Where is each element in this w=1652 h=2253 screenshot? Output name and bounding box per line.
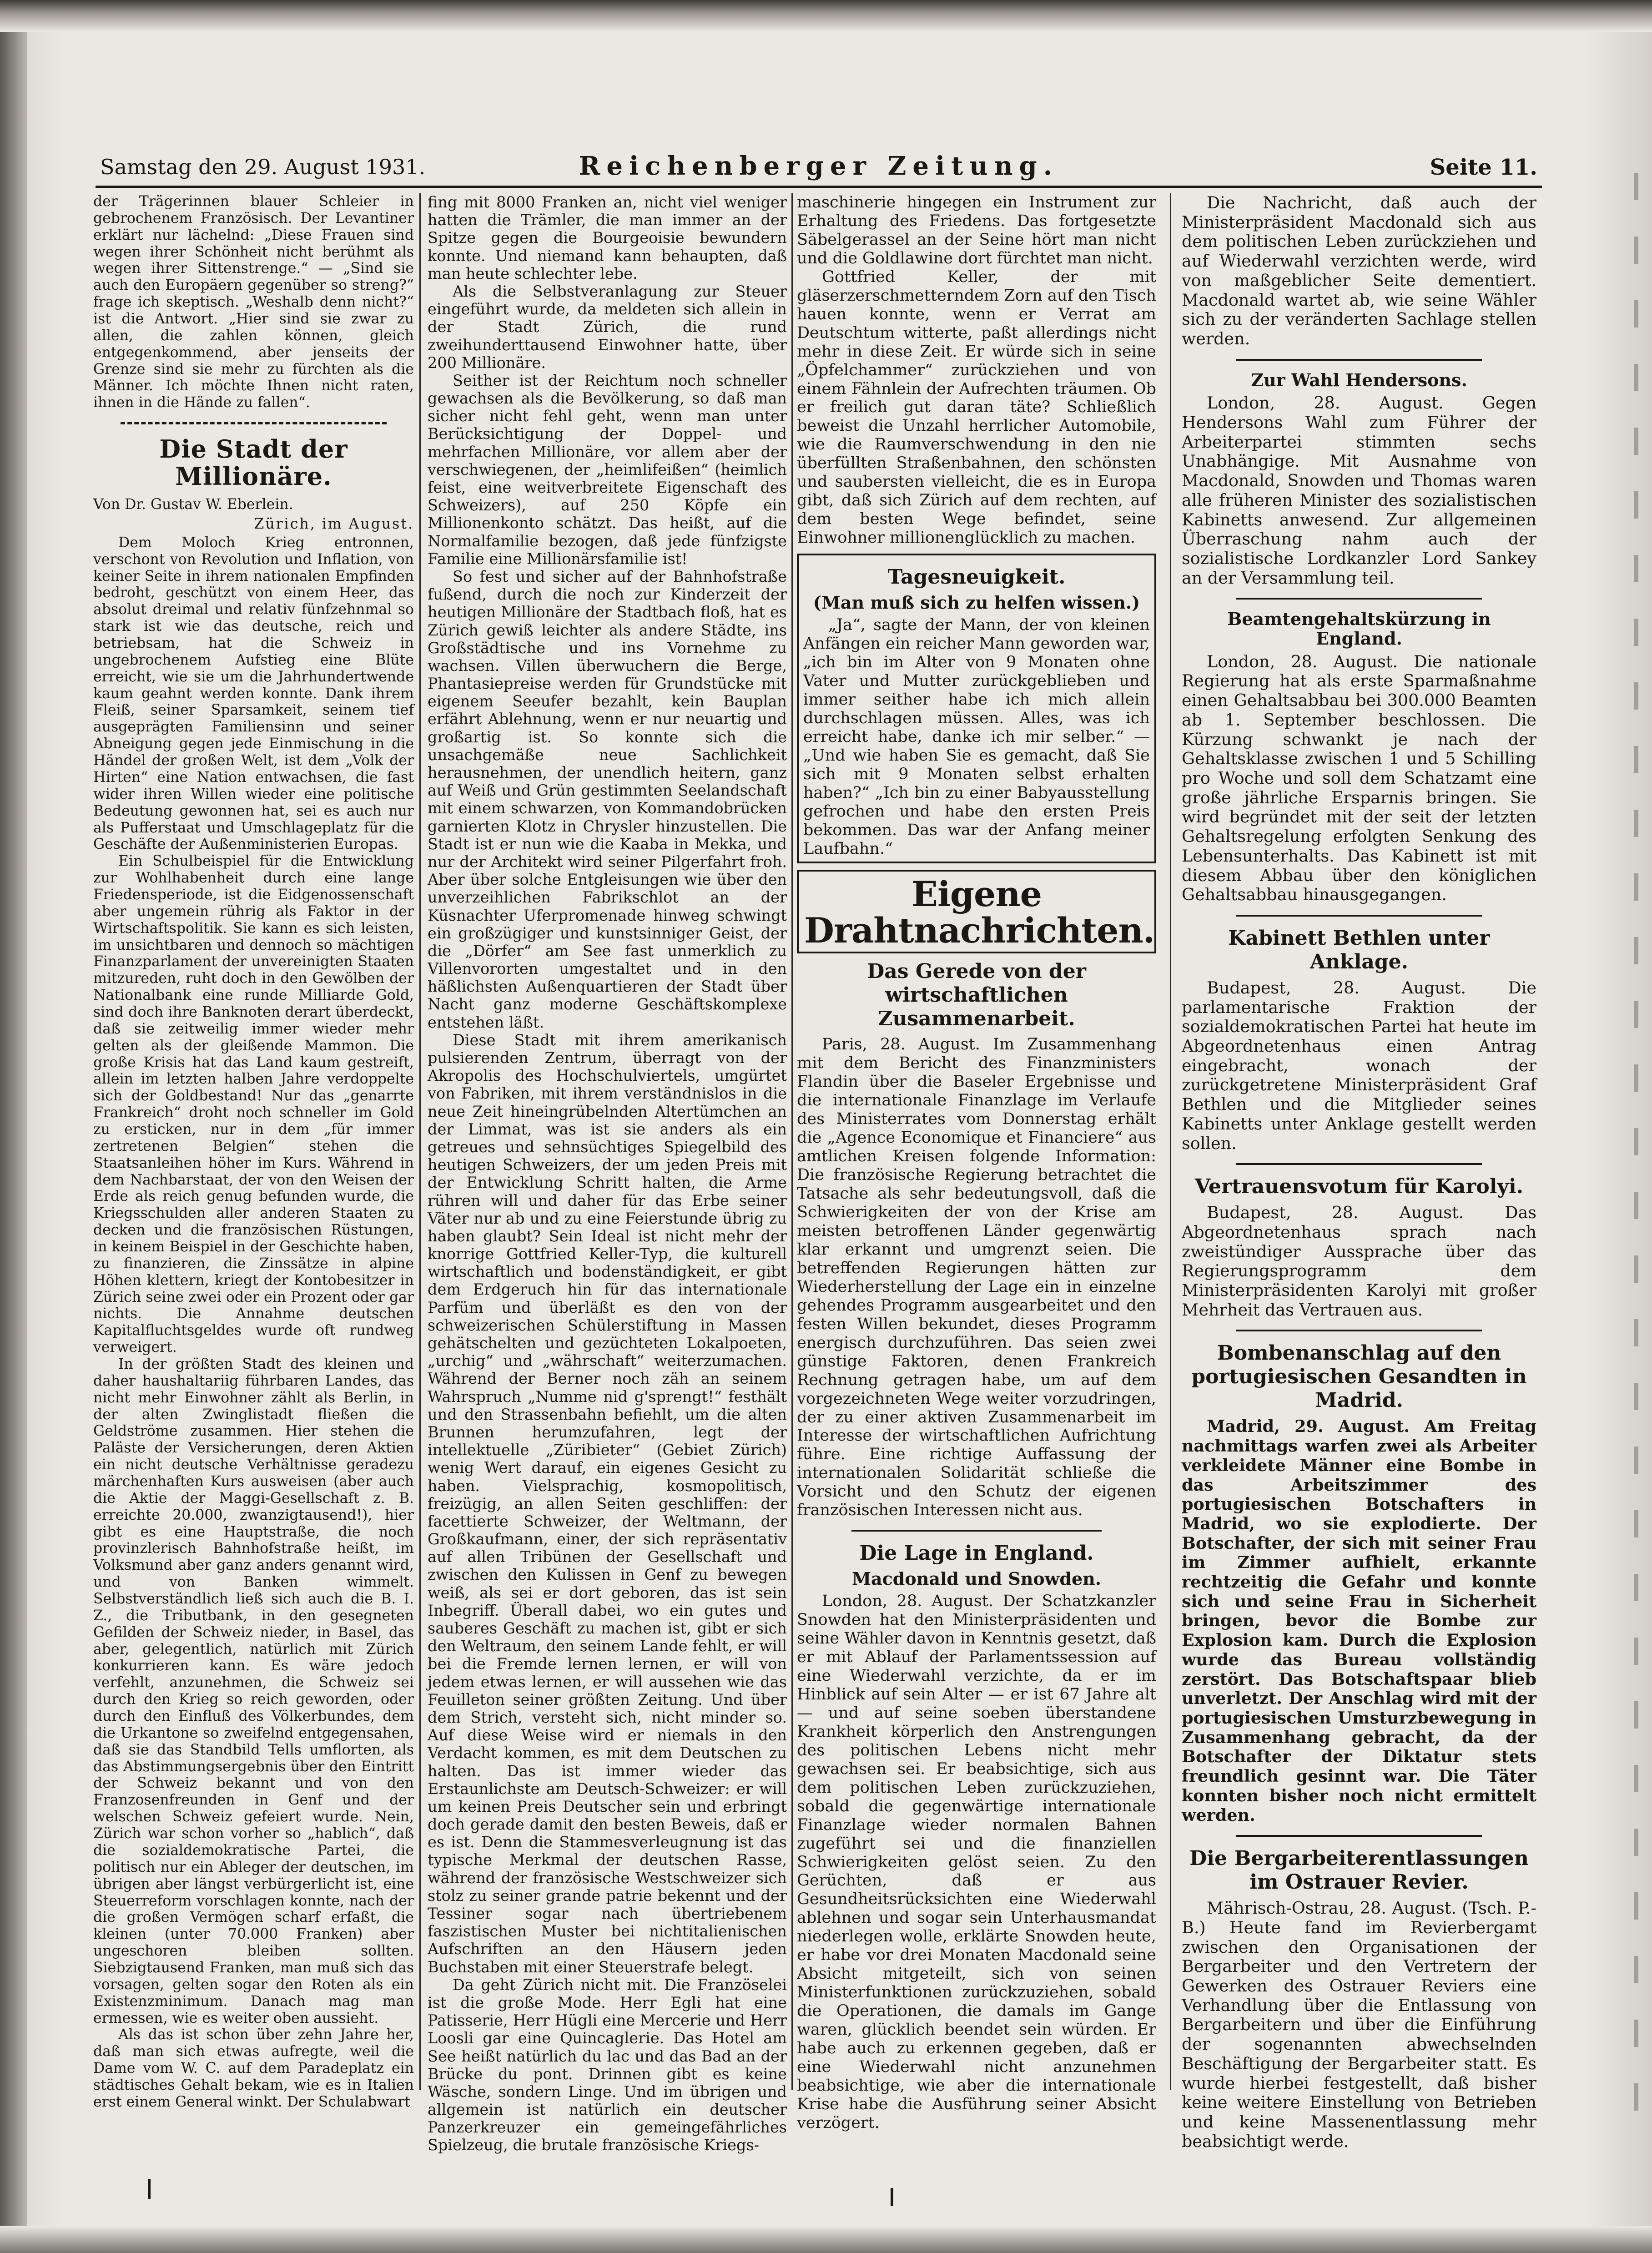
print-mark — [148, 2179, 151, 2199]
article-paragraph: London, 28. August. Die nationale Regierung hat als erste Sparmaßnahme einen Gehaltsabbau bei 300.000 Beamten ab 1. September beschlossen. Die Kürzung schwankt je nach der Gehaltsklasse zwischen 1 und 5 Schilling pro Woche und soll dem Schatzamt eine große jährliche Ersparnis bringen. Sie wird begründet mit der seit der letzten Gehaltsregelung erfolgten Senkung des Lebensunterhalts. Das Kabinett ist mit diesem Abbau über den königlichen Gehaltsabbau hinausgegangen. — [1182, 651, 1536, 905]
article-paragraph: Paris, 28. August. Im Zusammenhang mit dem Bericht des Finanzministers Flandin über die Baseler Ergebnisse und die internationale Finanzlage im Verlaufe des Ministerrates vom Donnerstag erhält die „Agence Economique et Financiere“ aus amtlichen Kreisen folgende Information: Die französische Regierung betrachtet die Tatsache als sehr bedeutungsvoll, daß die Schwierigkeiten der von der Krise am meisten betroffenen Länder gegenwärtig klar erkannt und umgrenzt seien. Die betreffenden Regierungen hätten zur Wiederherstellung der Lage ein in einzelne gehendes Programm ausgearbeitet und den festen Willen bekundet, dieses Programm energisch durchzuführen. Das seien zwei günstige Faktoren, denen Frankreich Rechnung getragen habe, um auf dem vorgezeichneten Wege weiter vorzudringen, der zu einer aktiven Zusammenarbeit im Interesse der wirtschaftlichen Aufrichtung führe. Eine richtige Auffassung der internationalen Solidarität schließe die Vorsicht und den Schutz der eigenen französischen Interessen nicht aus. — [797, 1035, 1156, 1520]
article-paragraph: Dem Moloch Krieg entronnen, verschont von Revolution und Inflation, von keiner Seite in ihrem nationalen Empfinden bedroht, geschützt von einem Heer, das absolut dreimal und relativ fünfzehnmal so stark ist wie das deutsche, reich und betriebsam, hat die Schweiz in ungebrochenem Aufstieg eine Blüte erreicht, wie sie um die Jahrhundertwende kaum geahnt werden konnte. Dank ihrem Fleiß, seiner Sparsamkeit, seinem tief ausgeprägten Familiensinn und seiner Abneigung gegen jede Einmischung in die Händel der großen Welt, ist dem „Volk der Hirten“ eine Nation entwachsen, die fast wider ihren Willen wieder eine politische Bedeutung gewonnen hat, sei es auch nur als Pufferstaat und Umschlageplatz für die Geschäfte der Außenministerien Europas. — [93, 534, 414, 853]
article-title: Zur Wahl Hendersons. — [1251, 369, 1467, 390]
article-paragraph: Als die Selbstveranlagung zur Steuer eingeführt wurde, da meldeten sich allein in der Stadt Zürich, die rund zweihunderttausend Einwohner hatte, über 200 Millionäre. — [428, 282, 787, 372]
article-paragraph: Budapest, 28. August. Die parlamentarische Fraktion der sozialdemokratischen Partei hat heute im Abgeordnetenhaus einen Antrag eingebracht, wonach der zurückgetretene Ministerpräsident Graf Bethlen und die Mitglieder seines Kabinetts unter Anklage gestellt werden sollen. — [1182, 978, 1536, 1153]
article-paragraph: Diese Stadt mit ihrem amerikanisch pulsierenden Zentrum, überragt von der Akropolis des Hochschulviertels, umgürtet von Fabriken, mit ihrem verständnislos in die neue Zeit hineingrübelnden Altertümchen an der Limmat, was ist sie anders als ein getreues und sehnsüchtiges Spiegelbild des heutigen Schweizers, der um jeden Preis mit der Entwicklung Schritt halten, die Arme rühren will und daher für das Erbe seiner Väter nur ab und zu eine Feierstunde übrig zu haben glaubt? Sein Ideal ist nicht mehr der knorrige Gottfried Keller-Typ, die kulturell wirtschaftlich und bodenständigkeit, er gibt dem Erdgeruch hin für das internationale Parfüm und überläßt es den von der schweizerischen Schülerstiftung in Massen gehätschelten und gezüchteten Lokalpoeten, „urchig“ und „währschaft“ weiterzumachen. Während der Berner noch zäh an seinem Wahrspruch „Numme nid g'sprengt!“ festhält und den Strassenbahn befiehlt, um die alten Brunnen herumzufahren, legt der intellektuelle „Züribieter“ (Gebiet Zürich) wenig Wert darauf, ein eigenes Gesicht zu haben. Vielsprachig, kosmopolitisch, freizügig, an allen Seiten geschliffen: der facettierte Schweizer, der Weltmann, der Großkaufmann, einer, der sich repräsentativ auf allen Tribünen der Gesellschaft und zwischen den Kulissen in Genf zu bewegen weiß, als sei er dort geboren, das ist sein Inbegriff. Überall dabei, wo ein gutes und sauberes Geschäft zu machen ist, gibt er sich den Weltraum, den seinem Lande fehlt, er will bei die Fremde lernen lernen, er will von jedem etwas lernen, er will aussehen wie das Feuilleton seiner größten Zeitung. Und über dem Strich, versteht sich, nicht minder so. Auf diese Weise wird er niemals in den Verdacht kommen, es mit dem Deutschen zu halten. Das ist immer wieder das Erstaunlichste am Deutsch-Schweizer: er will um keinen Preis Deutscher sein und erbringt doch gerade damit den besten Beweis, daß er es ist. Denn die Stammesverleugnung ist das typische Merkmal der deutschen Rasse, während der französische Westschweizer sich stolz zu seiner grande patrie bekennt und der Tessiner sogar nach übertriebenem faszistischen Muster bei nichtitalienischen Aufschriften an den Häusern jeden Buchstaben mit einer Steuerstrafe belegt. — [428, 1031, 787, 1976]
top-edge-shadow — [0, 0, 1652, 32]
article-paragraph: London, 28. August. Der Schatzkanzler Snowden hat den Ministerpräsidenten und seine Wähler davon in Kenntnis gesetzt, daß er mit Ablauf der Parlamentssession auf eine Wiederwahl verzichte, da er im Hinblick auf sein Alter — er ist 67 Jahre alt — und auf seine soeben überstandene Krankheit körperlich den Anstrengungen des politischen Lebens nicht mehr gewachsen sei. Er beabsichtige, sich aus dem politischen Leben zurückzuziehen, sobald die gegenwärtige internationale Finanzlage wieder normalen Bahnen zugeführt sei und die finanziellen Schwierigkeiten gelöst seien. Zu den Gerüchten, daß er aus Gesundheitsrücksichten eine Wiederwahl ablehnen und sogar sein Unterhausmandat niederlegen wolle, erklärte Snowden heute, er habe vor drei Monaten Macdonald seine Absicht mitgeteilt, sich von seinen Ministerfunktionen zurückzuziehen, sobald die Operationen, die damals im Gange waren, glücklich beendet sein würden. Er habe auch zu erkennen gegeben, daß er eine Wiederwahl nicht anzunehmen beabsichtige, wie aber die internationale Krise habe die Ausführung seiner Absicht verzögert. — [797, 1592, 1156, 2132]
article-paragraph: So fest und sicher auf der Bahnhofstraße fußend, durch die noch zur Kinderzeit der heutigen Millionäre der Stadtbach floß, hat es Zürich gewiß leichter als andere Städte, ins Großstädtische und ins Vornehme zu wachsen. Villen überwuchern die Berge, Phantasiepreise werden für Grundstücke mit eigenem Seeufer bezahlt, kein Bauplan erfährt Ablehnung, wenn er nur neuartig und großartig ist. So konnte sich die unsachgemäße neue Sachlichkeit herausnehmen, der unendlich heitern, ganz auf Weiß und Grün gestimmten Seelandschaft mit einem schwarzen, von Kommandobrücken garnierten Klotz in Chrysler hinzustellen. Die Stadt ist er nun wie die Kaaba in Mekka, und nur der Architekt wird seiner Pilgerfahrt froh. Aber über solche Entgleisungen wie über den unverzeihlichen Fabrikschlot an der Küsnachter Uferpromenade hinweg schwingt ein großzügiger und kunstsinniger Geist, der die „Dörfer“ am See fast unmerklich zu Villenvororten umgestaltet und in den häßlichsten Außenquartieren der Stadt über Nacht ganz moderne Geschäftskomplexe entstehen läßt. — [428, 567, 787, 1031]
page-number: Seite 11. — [1430, 155, 1537, 180]
article-paragraph: Als das ist schon über zehn Jahre her, daß man sich etwas aufregte, weil die Dame vom W. C. auf dem Paradeplatz ein städtisches Gehalt bekam, wie es in Italien erst einem General winkt. Der Schulabwart — [93, 2026, 414, 2110]
article-paragraph: Madrid, 29. August. Am Freitag nachmittags warfen zwei als Arbeiter verkleidete Männer eine Bombe in das Arbeitszimmer des portugiesischen Botschafters in Madrid, wo sie explodierte. Der Botschafter, der sich mit seiner Frau im Zimmer aufhielt, erkannte rechtzeitig die Gefahr und konnte sich und seine Frau in Sicherheit bringen, bevor die Bombe zur Explosion kam. Durch die Explosion wurde das Bureau vollständig zerstört. Das Botschaftspaar blieb unverletzt. Der Anschlag wird mit der portugiesischen Umsturzbewegung in Zusammenhang gebracht, da der Botschafter der Diktatur stets freundlich gesinnt war. Die Täter konnten bisher noch nicht ermittelt werden. — [1182, 1416, 1536, 1825]
column-rule — [791, 193, 793, 2090]
article-paragraph: Ein Schulbeispiel für die Entwicklung zur Wohlhabenheit durch eine lange Friedensperiode, ist die Eidgenossenschaft aber ungemein rührig als Faktor in der Wirtschaftspolitik. Sie kann es sich leisten, im unsichtbaren und dennoch so mächtigen Finanzparlament der unvereinigten Staaten mitzureden, ruht doch in den Gewölben der Nationalbank eine runde Milliarde Gold, sind doch ihre Banknoten derart überdeckt, daß sie zeitweilig immer wieder mehr gelten als der gleißende Mammon. Die große Krisis hat das Land kaum gestreift, allein im letzten halben Jahre verdoppelte sich der Goldbestand! Nur das „genarrte Frankreich“ droht noch schneller im Gold zu ersticken, nur in dem „für immer zertretenen Belgien“ stehen die Staatsanleihen höher im Kurs. Während in dem Nachbarstaat, der von den Weisen der Erde als reich genug befunden wurde, die Kriegsschulden aller anderen Staaten zu decken und die französischen Rüstungen, in keinem Beispiel in der Geschichte haben, zu finanzieren, die Zinssätze in alpine Höhen klettern, kriegt der Kontobesitzer in Zürich seine zwei oder ein Prozent oder gar nichts. Die Annahme deutschen Kapitalfluchtsgeldes wurde oft rundweg verweigert. — [93, 853, 414, 1356]
newspaper-masthead: Reichenberger Zeitung. — [579, 151, 1059, 181]
article-title: Beamtengehaltskürzung in England. — [1227, 609, 1491, 649]
article-continuation: der Trägerinnen blauer Schleier in gebrochenem Französisch. Der Levantiner erklärt nur lächelnd: „Diese Frauen sind wegen ihrer Schönheit nicht berühmt als wegen ihrer Sittenstrenge.“ — „Sind sie auch den Europäern gegenüber so streng?“ frage ich skeptisch. „Weshalb denn nicht?“ ist die Antwort. „Hier sind sie zwar zu allen, die zahlen können, gleich entgegenkommend, aber jenseits der Grenze sind sie mehr zu fürchten als die Männer. Ich möchte Ihnen nicht raten, ihnen in die Hände zu fallen“. — [93, 193, 414, 411]
article-title: Das Gerede von der wirtschaftlichen Zusammenarbeit. — [867, 960, 1086, 1031]
page-edge-perforation — [1634, 173, 1638, 2129]
section-subtitle: (Man muß sich zu helfen wissen.) — [813, 592, 1140, 613]
header-rule — [96, 186, 1542, 188]
article-separator — [1236, 1835, 1482, 1837]
page-header — [96, 150, 1542, 186]
column-rule — [419, 193, 421, 2090]
print-mark — [891, 2188, 893, 2206]
article-paragraph: Seither ist der Reichtum noch schneller gewachsen als die Bevölkerung, so daß man sicher nicht fehl geht, wenn man unter Berücksichtigung der Doppel- und mehrfachen Millionäre, vor allem aber der verschwiegenen, der „heimlifeißen“ (heimlich feist, eine weitverbreitete Eigenschaft des Schweizers), auf 250 Köpfe ein Millionenkonto schätzt. Das heißt, auf die Normalfamilie bezogen, daß jede fünfzigste Familie eine Millionärsfamilie ist! — [428, 371, 787, 568]
article-separator — [851, 1530, 1102, 1532]
article-separator — [1236, 359, 1482, 361]
bottom-edge-shadow — [0, 2226, 1652, 2253]
news-paragraph: „Ja“, sagte der Mann, der von kleinen Anfängen ein reicher Mann geworden war, „ich bin im Alter von 9 Monaten ohne Vater und Mutter zurückgeblieben und immer seither habe ich mich allein durchschlagen müssen. Alles, was ich erreicht habe, danke ich mir selber.“ — „Und wie haben Sie es gemacht, daß Sie sich mit 9 Monaten selbst erhalten haben?“ „Ich bin zu einer Babyausstellung gefrochen und habe den ersten Preis bekommen. Das war der Anfang meiner Laufbahn.“ — [803, 616, 1150, 858]
article-separator — [1236, 1163, 1482, 1165]
article-paragraph: In der größten Stadt des kleinen und daher haushaltariig führbaren Landes, das nicht mehr Einwohner zählt als Berlin, in der alten Zwinglistadt fließen die Geldströme zusammen. Hier stehen die Paläste der Versicherungen, deren Aktien ein nicht deutsche Verhältnisse geradezu märchenhaften Kurs ausweisen (aber auch die Aktie der Maggi-Gesellschaft z. B. erreichte 20.000, zwanzigtausend!), hier gibt es eine Hauptstraße, die noch provinzlerisch Bahnhofstraße heißt, im Volksmund aber ganz anders genannt wird, und von Banken wimmelt. Selbstverständlich ließ sich auch die B. I. Z., die Tributbank, in den gesegneten Gefilden der Schweiz nieder, in Basel, das aber, gelegentlich, natürlich mit Zürich konkurrieren kann. Es wäre jedoch verfehlt, anzunehmen, die Schweiz sei durch den Krieg so reich geworden, oder durch den Einfluß des Völkerbundes, dem die Urkantone so zweifelnd entgegensahen, daß sie das Standbild Tells umflorten, als das Abstimmungsergebnis über den Eintritt der Schweiz bekannt und von den Franzosenfreunden in Genf und der welschen Schweiz gefeiert wurde. Nein, Zürich war schon vorher so „hablich“, daß die sozialdemokratische Partei, die politisch nur ein Ableger der deutschen, im übrigen aber längst verbürgerlicht ist, eine Steuerreform vorschlagen konnte, nach der die großen Vermögen scharf erfaßt, die kleinen (unter 70.000 Franken) aber ungeschoren bleiben sollten. Siebzigtausend Franken, man muß sich das vorsagen, gelten sogar den Roten als ein Existenzminimum. Danach mag man ermessen, wie es weiter oben aussieht. — [93, 1356, 414, 2026]
article-byline: Von Dr. Gustav W. Eberlein. — [93, 496, 293, 513]
column-rule — [1170, 193, 1171, 2090]
article-title: Die Bergarbeiterentlassungen im Ostrauer Revier. — [1189, 1847, 1529, 1894]
column-2 — [428, 193, 787, 2154]
wire-news-title: Eigene Drahtnachrichten. — [804, 874, 1155, 951]
article-paragraph: maschinerie hingegen ein Instrument zur Erhaltung des Friedens. Das fortgesetzte Säbelgerassel an der Seine hört man nicht und die Goldlawine dort fürchtet man nicht. — [797, 193, 1156, 267]
article-paragraph: Mährisch-Ostrau, 28. August. (Tsch. P.-B.) Heute fand im Revierbergamt zwischen den Organisationen der Bergarbeiter und den Vertretern der Gewerken des Ostrauer Reviers eine Verhandlung über die Entlassung von Bergarbeitern und über die Einführung der sogenannten abwechselnden Beschäftigung der Bergarbeiter statt. Es wurde hierbei festgestellt, daß bisher keine weitere Einstellung von Betrieben und keine Massenentlassung mehr beabsichtigt werde. — [1182, 1898, 1536, 2151]
article-paragraph: Gottfried Keller, der mit gläserzerschmetterndem Zorn auf den Tisch hauen konnte, wenn er Verrat am Deutschtum witterte, paßt allerdings nicht mehr in diese Zeit. Er würde sich in seine „Öpfelchammer“ zurückziehen und von einem Fähnlein der Aufrechten träumen. Ob er freilich gut daran täte? Schließlich beweist die Unzahl herrlicher Automobile, wie die Raumverschwendung in den nie überfüllten Straßenbahnen, den schönsten und saubersten vielleicht, die es in Europa gibt, daß sich Zürich auf dem rechten, auf dem besten Wege befindet, seine Einwohner millionenglücklich zu machen. — [797, 267, 1157, 547]
article-paragraph: London, 28. August. Gegen Hendersons Wahl zum Führer der Arbeiterpartei stimmten sechs Unabhängige. Mit Ausnahme von Macdonald, Snowden und Thomas waren alle früheren Minister des sozialistischen Kabinetts anwesend. Zur allgemeinen Überraschung nahm auch der sozialistische Lordkanzler Lord Sankey an der Versammlung teil. — [1182, 393, 1536, 588]
article-paragraph: Da geht Zürich nicht mit. Die Französelei ist die große Mode. Herr Egli hat eine Patisserie, Herr Hügli eine Mercerie und Herr Loosli gar eine Quincaglerie. Das Hotel am See heißt natürlich du lac und das Bad an der Brücke du pont. Drinnen gibt es keine Wäsche, sondern Linge. Und im übrigen und allgemein ist natürlich ein deutscher Panzerkreuzer ein gemeingefährliches Spielzeug, die brutale französische Kriegs- — [428, 1976, 787, 2154]
article-paragraph: fing mit 8000 Franken an, nicht viel weniger hatten die Trämler, die man immer an der Spitze gegen die Bourgeoisie bewundern konnte. Und niemand kann behaupten, daß man heute schlechter lebe. — [428, 193, 787, 282]
article-separator — [1236, 598, 1482, 600]
column-4 — [1182, 193, 1536, 2151]
column-3 — [797, 193, 1156, 2132]
article-title: Kabinett Bethlen unter Anklage. — [1228, 926, 1490, 973]
wire-news-banner — [797, 870, 1156, 953]
article-paragraph: Budapest, 28. August. Das Abgeordnetenhaus sprach nach zweistündiger Aussprache über das Regierungsprogramm dem Ministerpräsidenten Karolyi mit großer Mehrheit das Vertrauen aus. — [1182, 1203, 1536, 1320]
article-title: Vertrauensvotum für Karolyi. — [1194, 1175, 1524, 1199]
article-separator — [1236, 915, 1482, 917]
article-title: Bombenanschlag auf den portugiesischen Gesandten in Madrid. — [1191, 1341, 1527, 1412]
article-subtitle: Macdonald und Snowden. — [851, 1568, 1101, 1589]
article-title: Die Stadt der Millionäre. — [159, 434, 348, 491]
article-title: Die Lage in England. — [859, 1542, 1094, 1565]
article-dateline: Zürich, im August. — [254, 516, 414, 533]
article-separator — [1236, 1330, 1482, 1331]
section-title: Tagesneuigkeit. — [887, 565, 1066, 589]
news-item-box — [797, 554, 1156, 863]
binding-shadow — [0, 0, 27, 2253]
article-separator — [121, 422, 387, 424]
article-paragraph: Die Nachricht, daß auch der Ministerpräsident Macdonald sich aus dem politischen Leben zurückziehen und auf Wiederwahl verzichten werde, wird von maßgeblicher Seite dementiert. Macdonald wartet ab, wie seine Wähler sich zu der veränderten Sachlage stellen werden. — [1182, 193, 1536, 348]
column-1 — [93, 193, 414, 2111]
header-date: Samstag den 29. August 1931. — [100, 155, 426, 179]
